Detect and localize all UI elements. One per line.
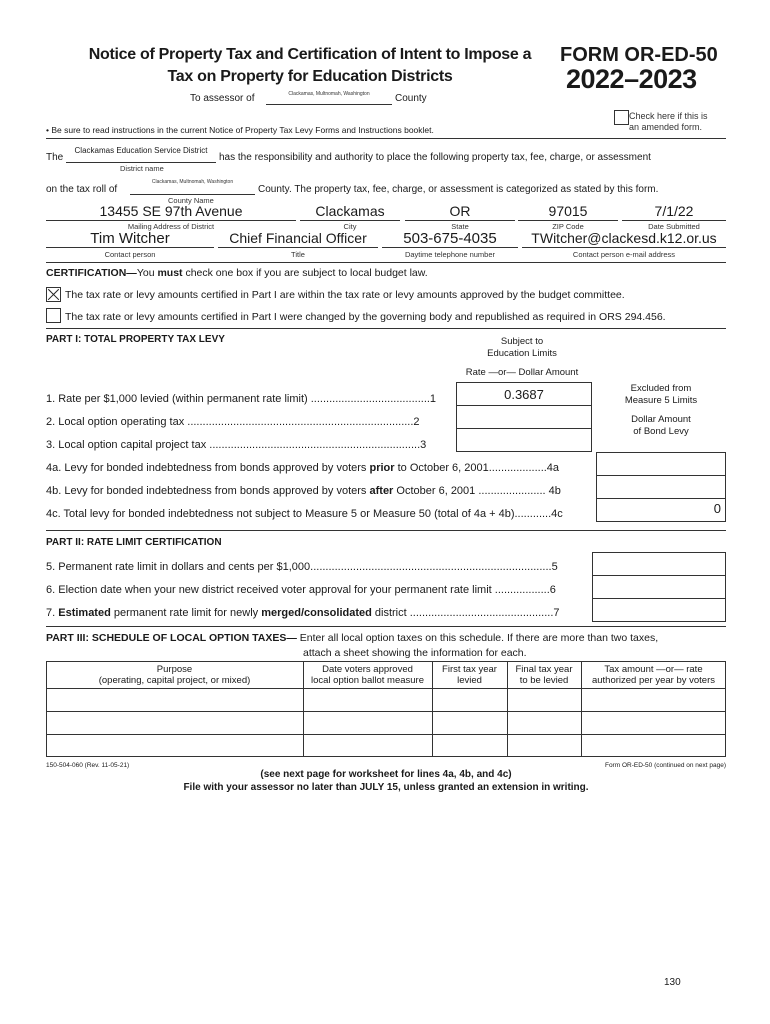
date-submitted-caption: Date Submitted [648,222,700,231]
state-field[interactable]: OR [405,203,515,221]
line6-label: 6. Election date when your new district received voter approval for your permanent rate limit ..................6 [46,584,556,596]
part1-col-subject: Subject to Education Limits [487,336,557,359]
assessor-county-value: Clackamas, Multnomah, Washington [288,91,370,97]
line4c-amount-value: 0 [713,501,721,516]
line5-label: 5. Permanent rate limit in dollars and cents per $1,000...............................................................................5 [46,561,558,573]
line3-label: 3. Local option capital project tax .....................................................................3 [46,439,427,451]
assessor-county-field[interactable] [266,91,392,105]
mailing-address-caption: Mailing Address of District [127,222,215,231]
line4b-label: 4b. Levy for bonded indebtedness from bonds approved by voters after October 6, 2001 ...................... 4b [46,485,561,497]
line4c-label: 4c. Total levy for bonded indebtedness not subject to Measure 5 or Measure 50 (total of 4a + 4b)............4c [46,508,563,520]
col-amount-header: Tax amount —or— rate authorized per year by voters [591,664,716,686]
line6-input[interactable] [592,575,726,599]
title-caption: Title [291,250,305,259]
table-row[interactable] [47,712,725,734]
instructions-note: • Be sure to read instructions in the current Notice of Property Tax Levy Forms and Instructions booklet. [46,125,434,135]
line2-label: 2. Local option operating tax ..........................................................................2 [46,416,420,428]
phone-field[interactable]: 503-675-4035 [382,230,518,248]
line4c-amount-input[interactable] [596,498,726,522]
line4a-amount-input[interactable] [596,452,726,476]
filing-deadline: File with your assessor no later than JULY 15, unless granted an extension in writing. [183,782,589,793]
tax-roll-caption: County Name [168,196,214,205]
line7-input[interactable] [592,598,726,622]
next-page-note: (see next page for worksheet for lines 4a, 4b, and 4c) [260,769,512,780]
col-first-year-header: First tax year levied [442,664,497,686]
assessor-prefix: To assessor of [190,93,255,104]
line4b-amount-input[interactable] [596,475,726,499]
page-number: 130 [664,977,681,988]
mailing-address-field[interactable]: 13455 SE 97th Avenue [46,203,296,221]
certification-option1-checkbox[interactable] [46,287,61,302]
line3-amount-input[interactable] [456,428,592,452]
table-row[interactable] [47,689,725,711]
title-field[interactable]: Chief Financial Officer [218,230,378,248]
part3-instruction: PART III: SCHEDULE OF LOCAL OPTION TAXES— Enter all local option taxes on this schedule. If there are more than two taxes, [46,632,659,644]
zip-caption: ZIP Code [552,222,584,231]
form-title [60,44,560,88]
phone-caption: Daytime telephone number [404,250,496,259]
contact-person-field[interactable]: Tim Witcher [46,230,214,248]
city-field[interactable]: Clackamas [300,203,400,221]
state-caption: State [451,222,469,231]
district-name-caption: District name [120,164,164,173]
line7-label: 7. Estimated permanent rate limit for newly merged/consolidated district ...............................................7 [46,607,560,619]
line4a-label: 4a. Levy for bonded indebtedness from bonds approved by voters prior to October 6, 2001...................4a [46,462,560,474]
email-caption: Contact person e-mail address [572,250,676,259]
tax-roll-county-field[interactable] [130,179,255,195]
form-id: FORM OR-ED-50 [560,44,718,66]
assessor-suffix: County [395,93,427,104]
form-number: 150-504-060 (Rev. 11-05-21) [46,762,130,769]
continued-note: Form OR-ED-50 (continued on next page) [604,762,726,769]
email-field[interactable]: TWitcher@clackesd.k12.or.us [522,230,726,248]
district-name-value: Clackamas Education Service District [74,146,208,155]
city-caption: City [343,222,357,231]
line2-amount-input[interactable] [456,405,592,429]
contact-person-caption: Contact person [104,250,156,259]
amended-form-label: Check here if this is an amended form. [629,111,708,132]
col-date-header: Date voters approved local option ballot measure [310,664,424,686]
form-year: 2022–2023 [566,64,697,94]
line1-label: 1. Rate per $1,000 levied (within permanent rate limit) .......................................1 [46,393,437,405]
certification-option1-label: The tax rate or levy amounts certified in Part I are within the tax rate or levy amounts approved by the budget committee. [65,289,625,301]
line1-rate-input[interactable] [456,382,592,406]
form-title-line1: Notice of Property Tax and Certification of Intent to Impose a [88,46,532,63]
the-label: The [46,152,64,163]
tax-roll-suffix: County. The property tax, fee, charge, or assessment is categorized as stated by this form. [258,184,659,195]
tax-roll-county-value: Clackamas, Multnomah, Washington [151,179,234,185]
district-name-field[interactable] [66,146,216,163]
form-title-line2: Tax on Property for Education Districts [167,68,453,85]
date-submitted-field[interactable]: 7/1/22 [622,203,726,221]
col-final-year-header: Final tax year to be levied [515,664,573,686]
part1-heading: PART I: TOTAL PROPERTY TAX LEVY [46,334,225,345]
line5-input[interactable] [592,552,726,576]
certification-option2-checkbox[interactable] [46,308,61,323]
part1-col-excluded: Excluded from Measure 5 Limits [624,383,698,406]
part3-instruction-line2: attach a sheet showing the information for each. [303,647,527,659]
line1-rate-value: 0.3687 [504,387,544,402]
tax-roll-prefix: on the tax roll of [46,184,118,195]
amended-form-checkbox[interactable] [614,110,629,125]
part1-col-bond: Dollar Amount of Bond Levy [631,414,691,437]
col-purpose-header: Purpose (operating, capital project, or mixed) [98,664,251,686]
certification-option2-label: The tax rate or levy amounts certified in Part I were changed by the governing body and republished as required in ORS 294.456. [65,311,666,323]
certification-instruction: CERTIFICATION—You must check one box if you are subject to local budget law. [46,267,428,279]
responsibility-text: has the responsibility and authority to place the following property tax, fee, charge, or assessment [219,152,651,163]
part2-heading: PART II: RATE LIMIT CERTIFICATION [46,537,222,548]
part1-col-rate: Rate —or— Dollar Amount [465,367,579,378]
zip-field[interactable]: 97015 [518,203,618,221]
table-row[interactable] [47,735,725,757]
